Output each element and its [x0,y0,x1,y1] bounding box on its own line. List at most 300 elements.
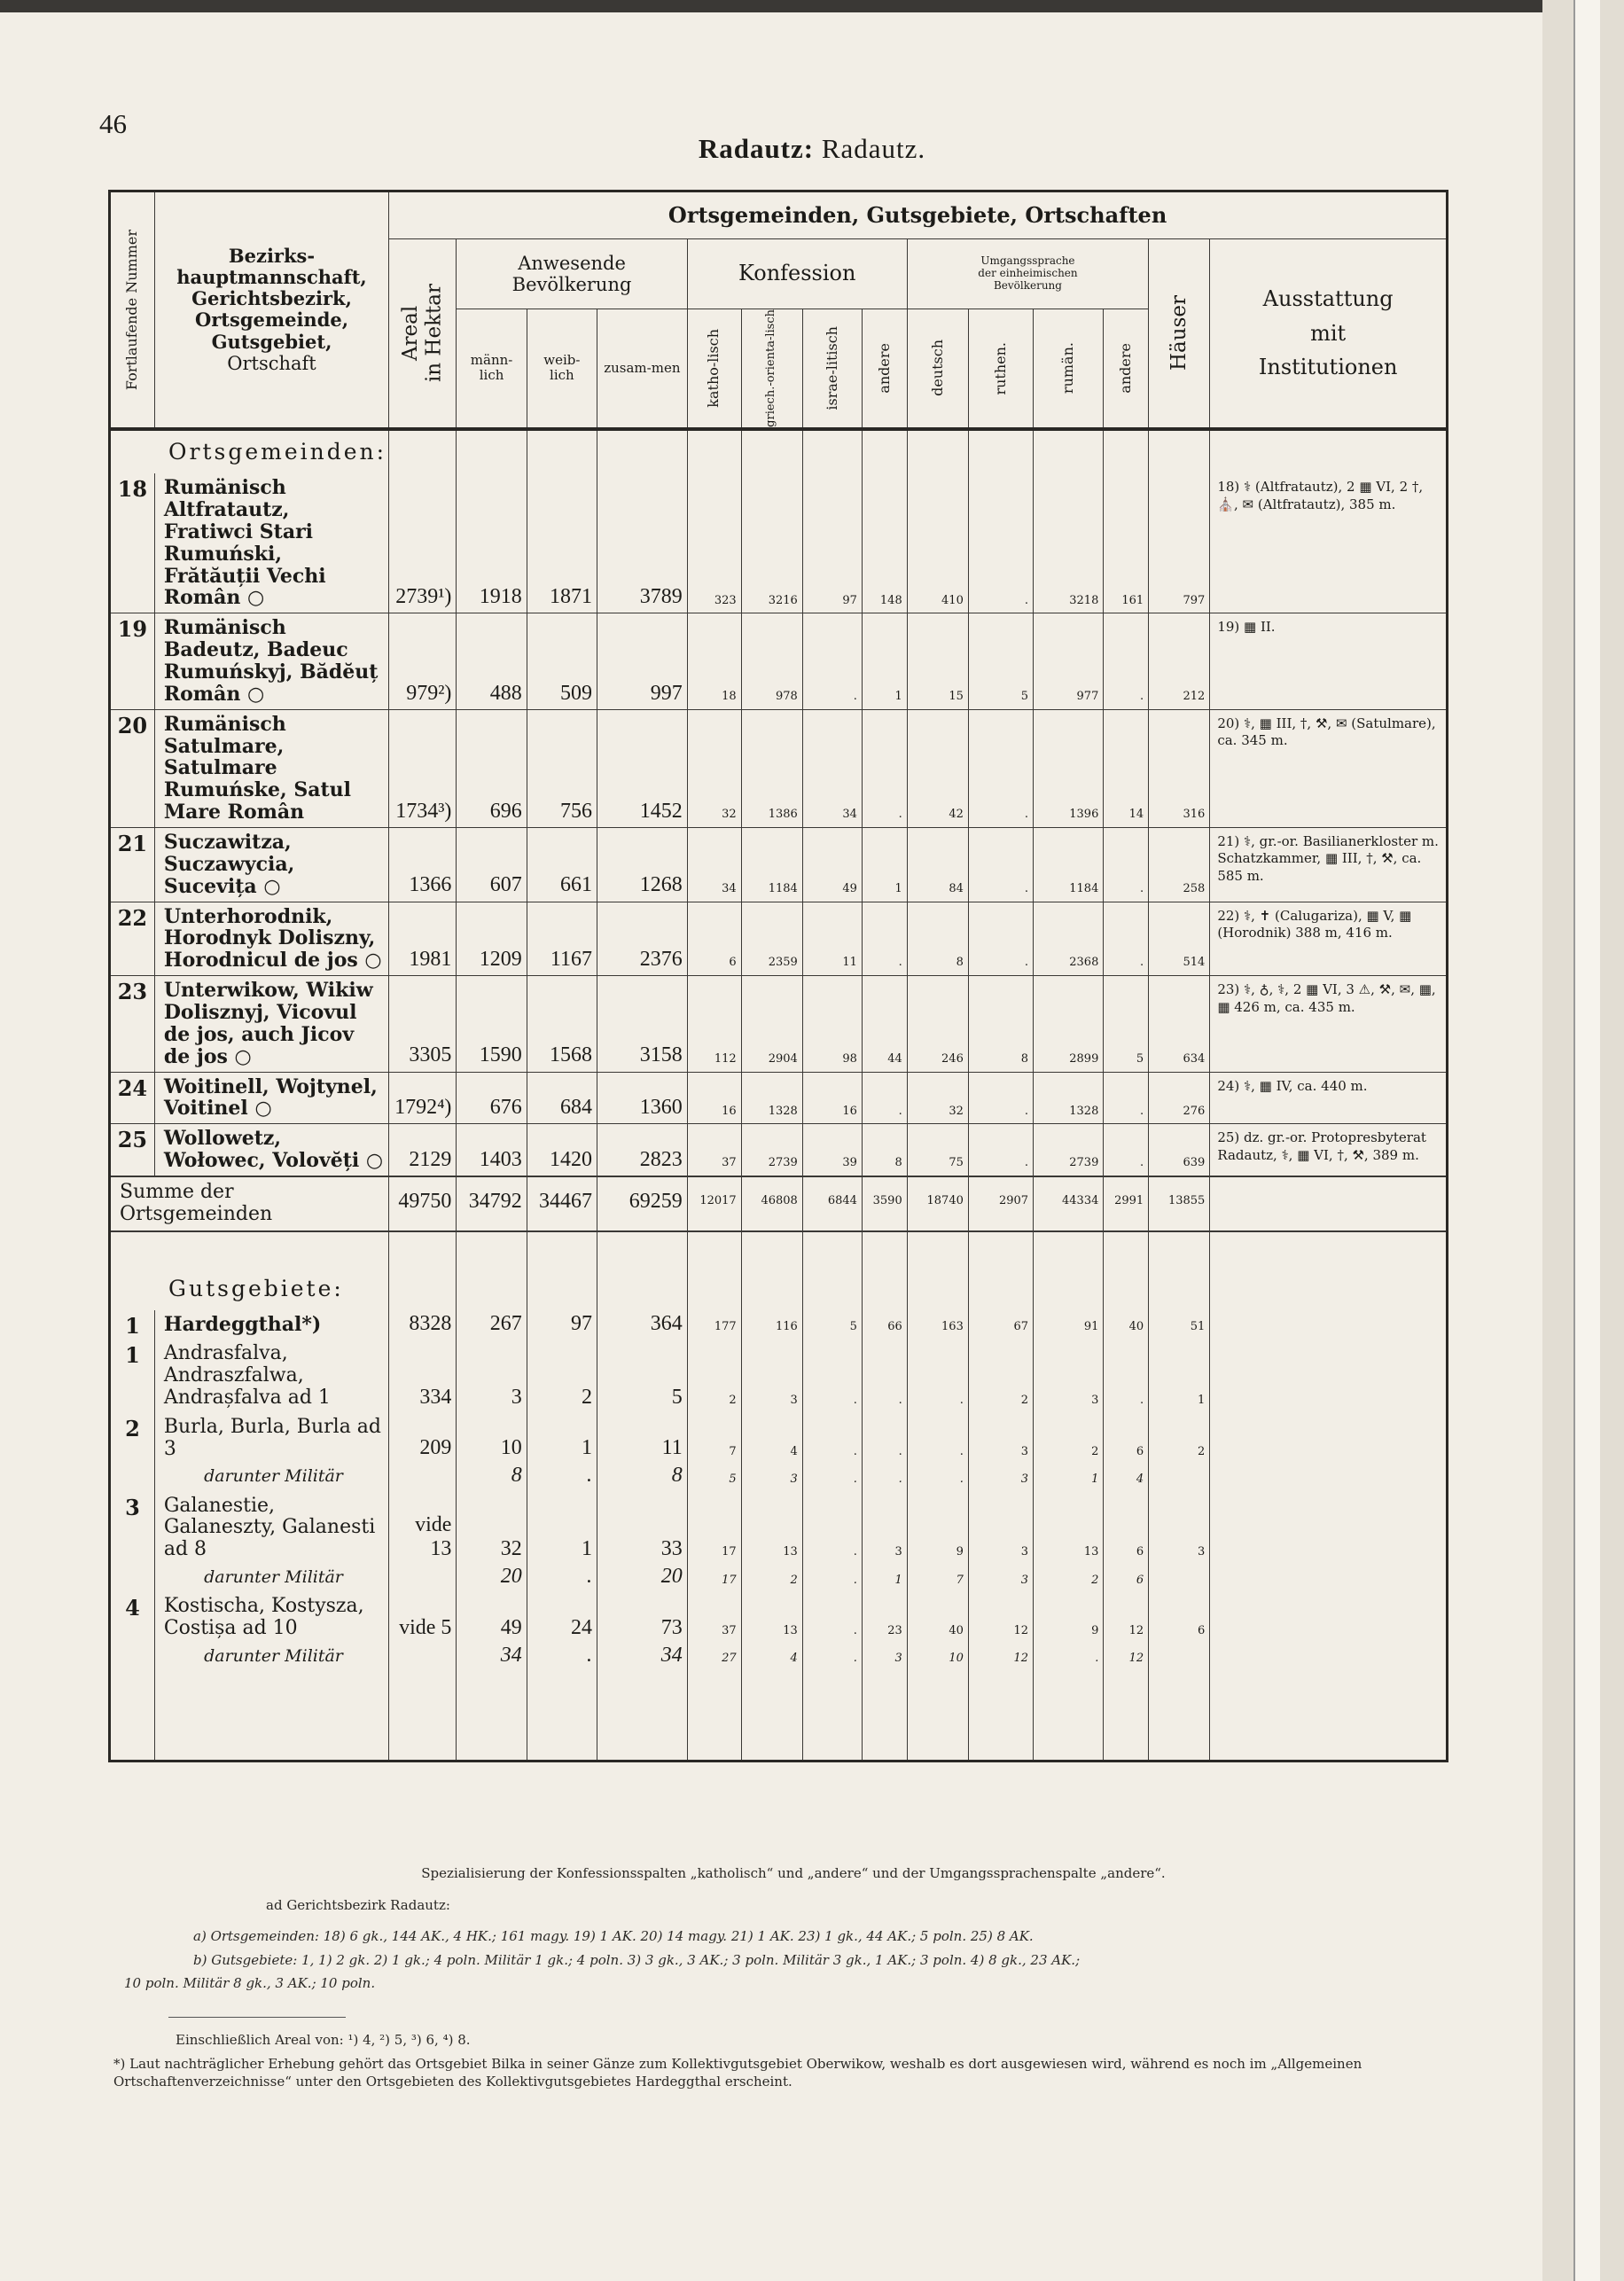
cell-w: 1871 [527,473,597,613]
empty-cell [389,1231,457,1310]
sum-k2: 46808 [741,1176,802,1231]
sum-w: 34467 [527,1176,597,1231]
cell-u2: 67 [968,1310,1033,1340]
cell-m: 20 [457,1565,527,1592]
cell-u3: 1184 [1034,827,1104,902]
row-number: 23 [110,976,155,1072]
empty-cell [457,1231,527,1310]
cell-u3: 2899 [1034,976,1104,1072]
group-header: Ortsgemeinden, Gutsgebiete, Ortschaften [389,191,1448,239]
empty-cell [741,1231,802,1310]
cell-m: 3 [457,1340,527,1413]
empty-cell [597,1231,688,1310]
row-name: darunter Militär [154,1464,388,1491]
row-number: 18 [110,473,155,613]
cell-k1: 177 [687,1310,741,1340]
cell-u2: 12 [968,1644,1033,1671]
cell-k4: . [862,1340,907,1413]
cell-areal [389,1644,457,1671]
cell-u2: 3 [968,1565,1033,1592]
cell-u1: 410 [907,473,968,613]
cell-k4: 1 [862,827,907,902]
cell-u3: 1 [1034,1464,1104,1491]
cell-ausstattung [1210,1464,1448,1491]
row-number: 25 [110,1124,155,1176]
cell-u2: 8 [968,976,1033,1072]
table-row [110,613,1448,709]
cell-k4: 1 [862,613,907,709]
sum-u1: 18740 [907,1176,968,1231]
cell-ausstattung: 20) ⚕, ▦ III, †, ⚒, ✉ (Satulmare), ca. 345 m. [1210,709,1448,827]
row-name: Kostischa, Kostysza, Costișa ad 10 [154,1592,388,1644]
cell-u2: 3 [968,1464,1033,1491]
sum-u2: 2907 [968,1176,1033,1231]
table-row [110,1492,1448,1566]
empty-cell [1034,1671,1104,1762]
cell-k1: 323 [687,473,741,613]
col-israelitisch: israe-litisch [802,309,862,429]
cell-z: 34 [597,1644,688,1671]
cell-ausstattung [1210,1565,1448,1592]
table-body [110,429,1448,1762]
cell-w: 661 [527,827,597,902]
cell-u3: 2 [1034,1565,1104,1592]
empty-cell [527,1231,597,1310]
cell-k3: . [802,1565,862,1592]
cell-k2: 1386 [741,709,802,827]
row-name: Rumänisch Altfratautz, Fratiwci Stari Rumuński, Frătăuții Vechi Român ○ [154,473,388,613]
cell-ausstattung [1210,1644,1448,1671]
cell-areal: 1366 [389,827,457,902]
cell-k4: . [862,1413,907,1465]
row-name: Andrasfalva, Andraszfalwa, Andrașfalva ad 1 [154,1340,388,1413]
sum-ausstattung [1210,1176,1448,1231]
table-row [110,827,1448,902]
cell-h: 3 [1149,1492,1210,1566]
cell-m: 49 [457,1592,527,1644]
cell-u2: 3 [968,1492,1033,1566]
cell-k4: . [862,1464,907,1491]
cell-u1: . [907,1413,968,1465]
cell-m: 607 [457,827,527,902]
row-number: 3 [110,1492,155,1566]
col-rumaenisch: rumän. [1034,309,1104,429]
footnote-divider [168,2017,346,2018]
cell-u3: 3 [1034,1340,1104,1413]
cell-u4: . [1104,1072,1149,1124]
cell-z: 3789 [597,473,688,613]
col-maennlich: männ-lich [457,309,527,429]
row-number [110,1464,155,1491]
cell-u1: 9 [907,1492,968,1566]
cell-m: 34 [457,1644,527,1671]
cell-areal: 979²) [389,613,457,709]
cell-k1: 27 [687,1644,741,1671]
col-weiblich: weib-lich [527,309,597,429]
cell-w: 509 [527,613,597,709]
cell-u2: 12 [968,1592,1033,1644]
cell-h: 514 [1149,902,1210,976]
cell-u1: 10 [907,1644,968,1671]
cell-k4: 3 [862,1492,907,1566]
cell-k1: 18 [687,613,741,709]
footnote-hardeggthal: *) Laut nachträglicher Erhebung gehört das Ortsgebiet Bilka in seiner Gänze zum Kollektivgutsgebiet Oberwikow, weshalb es dort ausgewiesen wird, während es noch im „Allgemeinen Ortschaftenverzeichnisse“ unter den Ortsgebieten des Kollektivgutsgebietes Hardeggthal erscheint. [113,2056,1362,2090]
cell-k3: . [802,613,862,709]
table-row [110,902,1448,976]
cell-u4: . [1104,902,1149,976]
cell-z: 1268 [597,827,688,902]
cell-u1: 246 [907,976,968,1072]
summary-row [110,1176,1448,1231]
cell-k4: . [862,902,907,976]
cell-k4: . [862,1072,907,1124]
cell-w: 1 [527,1492,597,1566]
cell-k1: 34 [687,827,741,902]
cell-z: 2823 [597,1124,688,1176]
col-andere-sprache: andere [1104,309,1149,429]
cell-areal: 1734³) [389,709,457,827]
cell-k4: 23 [862,1592,907,1644]
cell-ausstattung [1210,1492,1448,1566]
cell-k4: 66 [862,1310,907,1340]
page-title-bold: Radautz: [698,133,815,164]
page-number: 46 [99,108,127,139]
cell-u4: . [1104,1340,1149,1413]
cell-u1: 15 [907,613,968,709]
cell-k2: 2359 [741,902,802,976]
row-name: darunter Militär [154,1565,388,1592]
cell-w: 97 [527,1310,597,1340]
cell-u1: 7 [907,1565,968,1592]
scan-top-edge [0,0,1542,12]
cell-z: 20 [597,1565,688,1592]
cell-areal: 3305 [389,976,457,1072]
cell-m: 488 [457,613,527,709]
col-griech-orientalisch: griech.-orienta-lisch [741,309,802,429]
cell-k2: 3 [741,1464,802,1491]
cell-w: 24 [527,1592,597,1644]
empty-cell [968,1671,1033,1762]
empty-cell [862,1231,907,1310]
sum-h: 13855 [1149,1176,1210,1231]
cell-ausstattung [1210,1592,1448,1644]
cell-areal: 334 [389,1340,457,1413]
row-number: 24 [110,1072,155,1124]
cell-z: 3158 [597,976,688,1072]
cell-w: 1420 [527,1124,597,1176]
cell-ausstattung: 25) dz. gr.-or. Protopresbyterat Radautz, ⚕, ▦ VI, †, ⚒, 389 m. [1210,1124,1448,1176]
row-name: Unterhorodnik, Horodnyk Doliszny, Horodnicul de jos ○ [154,902,388,976]
cell-k3: 11 [802,902,862,976]
col-ruthenisch: ruthen. [968,309,1033,429]
cell-k3: 39 [802,1124,862,1176]
cell-w: 2 [527,1340,597,1413]
cell-u4: 6 [1104,1492,1149,1566]
cell-areal [389,1464,457,1491]
sum-k1: 12017 [687,1176,741,1231]
cell-h: 1 [1149,1340,1210,1413]
empty-cell [1104,1231,1149,1310]
table-row [110,976,1448,1072]
cell-k3: 34 [802,709,862,827]
cell-areal: vide 5 [389,1592,457,1644]
empty-cell [802,1231,862,1310]
section-row-gutsgebiete [110,1231,1448,1310]
cell-ausstattung: 23) ⚕, ♁, ⚕, 2 ▦ VI, 3 ⚠, ⚒, ✉, ▦, ▦ 426 m, ca. 435 m. [1210,976,1448,1072]
col-katholisch: katho-lisch [687,309,741,429]
sum-u4: 2991 [1104,1176,1149,1231]
cell-k3: . [802,1464,862,1491]
empty-cell [862,1671,907,1762]
section-row-ortsgemeinden [110,429,1448,473]
cell-k4: 3 [862,1644,907,1671]
cell-u3: 2739 [1034,1124,1104,1176]
cell-u4: 6 [1104,1413,1149,1465]
cell-u1: 75 [907,1124,968,1176]
cell-u4: 14 [1104,709,1149,827]
cell-u1: . [907,1464,968,1491]
col-zusammen: zusam-men [597,309,688,429]
cell-ausstattung [1210,1310,1448,1340]
cell-k3: 97 [802,473,862,613]
cell-h [1149,1464,1210,1491]
cell-u1: 163 [907,1310,968,1340]
cell-u4: . [1104,827,1149,902]
cell-z: 33 [597,1492,688,1566]
cell-ausstattung: 24) ⚕, ▦ IV, ca. 440 m. [1210,1072,1448,1124]
cell-h [1149,1644,1210,1671]
row-number: 1 [110,1340,155,1413]
cell-m: 696 [457,709,527,827]
cell-h: 316 [1149,709,1210,827]
cell-u2: . [968,902,1033,976]
cell-z: 2376 [597,902,688,976]
row-name: Wollowetz, Wołowec, Volovĕți ○ [154,1124,388,1176]
cell-k1: 7 [687,1413,741,1465]
row-name: Rumänisch Badeutz, Badeuc Rumuńskyj, Bădĕuț Român ○ [154,613,388,709]
cell-u1: 42 [907,709,968,827]
page-title-rest: Radautz. [821,133,926,164]
cell-ausstattung [1210,1413,1448,1465]
cell-h: 276 [1149,1072,1210,1124]
col-anwesende-bevoelkerung: Anwesende Bevölkerung [457,239,687,309]
note-gutsgebiete: b) Gutsgebiete: 1, 1) 2 gk. 2) 1 gk.; 4 poln. Militär 1 gk.; 4 poln. 3) 3 gk., 3 AK.; 3 poln. Militär 3 gk., 1 AK.; 3 poln. 4) 8 gk., 23 AK.; [193,1952,1081,1968]
cell-u1: 40 [907,1592,968,1644]
cell-k2: 978 [741,613,802,709]
cell-u4: . [1104,613,1149,709]
cell-k4: 44 [862,976,907,1072]
col-ausstattung: Ausstattung mit Institutionen [1210,239,1448,429]
row-number: 21 [110,827,155,902]
row-number: 1 [110,1310,155,1340]
col-areal: Areal in Hektar [389,239,457,429]
cell-h: 2 [1149,1413,1210,1465]
sum-k4: 3590 [862,1176,907,1231]
cell-w: 1568 [527,976,597,1072]
cell-m: 10 [457,1413,527,1465]
cell-k3: . [802,1644,862,1671]
cell-k1: 32 [687,709,741,827]
cell-k3: 49 [802,827,862,902]
cell-k3: . [802,1492,862,1566]
cell-u4: 4 [1104,1464,1149,1491]
col-umgangssprache: Umgangssprache der einheimischen Bevölkerung [907,239,1148,309]
col-ortschaft: Bezirks- hauptmannschaft, Gerichtsbezirk, Ortsgemeinde, Gutsgebiet, Ortschaft [154,191,388,429]
page-title [0,133,1624,165]
cell-k2: 116 [741,1310,802,1340]
empty-cell [907,1231,968,1310]
cell-u4: . [1104,1124,1149,1176]
cell-u2: 5 [968,613,1033,709]
note-gerichtsbezirk: ad Gerichtsbezirk Radautz: [266,1897,450,1913]
cell-m: 32 [457,1492,527,1566]
cell-areal: 1981 [389,902,457,976]
cell-areal: 8328 [389,1310,457,1340]
cell-w: . [527,1644,597,1671]
cell-ausstattung: 18) ⚕ (Altfratautz), 2 ▦ VI, 2 †, ⛪, ✉ (Altfratautz), 385 m. [1210,473,1448,613]
empty-cell [687,1671,741,1762]
cell-z: 1360 [597,1072,688,1124]
cell-areal: 2739¹) [389,473,457,613]
cell-k2: 3 [741,1340,802,1413]
row-number: 4 [110,1592,155,1644]
sum-k3: 6844 [802,1176,862,1231]
cell-u2: 3 [968,1413,1033,1465]
cell-k2: 1184 [741,827,802,902]
cell-m: 1209 [457,902,527,976]
cell-u2: . [968,827,1033,902]
section-label: Ortsgemeinden: [168,438,387,465]
cell-z: 5 [597,1340,688,1413]
table-row [110,1072,1448,1124]
empty-cell [687,1231,741,1310]
empty-cell [968,1231,1033,1310]
cell-ausstattung: 22) ⚕, ✝ (Calugariza), ▦ V, ▦ (Horodnik) 388 m, 416 m. [1210,902,1448,976]
cell-w: 1167 [527,902,597,976]
cell-z: 364 [597,1310,688,1340]
militaer-row [110,1644,1448,1671]
cell-h: 212 [1149,613,1210,709]
row-number: 20 [110,709,155,827]
section-label: Gutsgebiete: [168,1276,344,1302]
table-row [110,709,1448,827]
cell-h: 639 [1149,1124,1210,1176]
cell-k2: 13 [741,1592,802,1644]
col-fortlaufende-nummer: Fortlaufende Nummer [110,191,155,429]
cell-z: 1452 [597,709,688,827]
cell-ausstattung: 19) ▦ II. [1210,613,1448,709]
row-name: darunter Militär [154,1644,388,1671]
note-spezialisierung: Spezialisierung der Konfessionsspalten „katholisch“ und „andere“ und der Umgangssprachenspalte „andere“. [421,1865,1166,1881]
col-konfession: Konfession [687,239,907,309]
cell-h: 797 [1149,473,1210,613]
cell-k2: 2 [741,1565,802,1592]
row-number [110,1565,155,1592]
cell-areal: 1792⁴) [389,1072,457,1124]
row-number [110,1644,155,1671]
cell-k2: 4 [741,1413,802,1465]
cell-k2: 2904 [741,976,802,1072]
row-number: 22 [110,902,155,976]
cell-k2: 1328 [741,1072,802,1124]
cell-u4: 161 [1104,473,1149,613]
row-number: 2 [110,1413,155,1465]
cell-h: 51 [1149,1310,1210,1340]
cell-u4: 12 [1104,1592,1149,1644]
cell-u3: 1396 [1034,709,1104,827]
empty-cell [741,1671,802,1762]
cell-u3: 2368 [1034,902,1104,976]
empty-cell [802,1671,862,1762]
cell-m: 676 [457,1072,527,1124]
cell-u2: . [968,709,1033,827]
cell-k1: 2 [687,1340,741,1413]
cell-w: 1 [527,1413,597,1465]
cell-u3: 3218 [1034,473,1104,613]
cell-h: 6 [1149,1592,1210,1644]
cell-u4: 5 [1104,976,1149,1072]
cell-u4: 12 [1104,1644,1149,1671]
cell-k1: 17 [687,1565,741,1592]
empty-cell [389,1671,457,1762]
cell-u3: 13 [1034,1492,1104,1566]
cell-u1: 8 [907,902,968,976]
cell-k1: 6 [687,902,741,976]
cell-k1: 17 [687,1492,741,1566]
cell-h [1149,1565,1210,1592]
cell-u1: 84 [907,827,968,902]
sum-areal: 49750 [389,1176,457,1231]
row-name: Woitinell, Wojtynel, Voitinel ○ [154,1072,388,1124]
cell-u3: 2 [1034,1413,1104,1465]
row-number: 19 [110,613,155,709]
cell-k1: 16 [687,1072,741,1124]
table-row [110,1413,1448,1465]
cell-u3: . [1034,1644,1104,1671]
empty-cell [907,1671,968,1762]
cell-w: 684 [527,1072,597,1124]
cell-z: 8 [597,1464,688,1491]
cell-u2: . [968,473,1033,613]
cell-k1: 5 [687,1464,741,1491]
table-spacer-row [110,1671,1448,1762]
cell-u3: 9 [1034,1592,1104,1644]
footnote-areal: Einschließlich Areal von: ¹) 4, ²) 5, ³) 6, ⁴) 8. [176,2032,471,2048]
cell-u2: 2 [968,1340,1033,1413]
cell-areal: vide 13 [389,1492,457,1566]
cell-k2: 13 [741,1492,802,1566]
empty-cell [1034,1231,1104,1310]
cell-areal [389,1565,457,1592]
summary-label: Summe der Ortsgemeinden [110,1176,389,1231]
militaer-row [110,1565,1448,1592]
militaer-row [110,1464,1448,1491]
cell-z: 11 [597,1413,688,1465]
cell-k4: 8 [862,1124,907,1176]
cell-m: 1590 [457,976,527,1072]
cell-m: 267 [457,1310,527,1340]
col-deutsch: deutsch [907,309,968,429]
cell-u4: 40 [1104,1310,1149,1340]
col-andere-konfession: andere [862,309,907,429]
cell-k4: 1 [862,1565,907,1592]
section-cell [110,1231,389,1310]
empty-cell [457,1671,527,1762]
cell-k2: 3216 [741,473,802,613]
cell-k4: 148 [862,473,907,613]
cell-z: 73 [597,1592,688,1644]
scan-page-strip [1573,0,1600,2281]
